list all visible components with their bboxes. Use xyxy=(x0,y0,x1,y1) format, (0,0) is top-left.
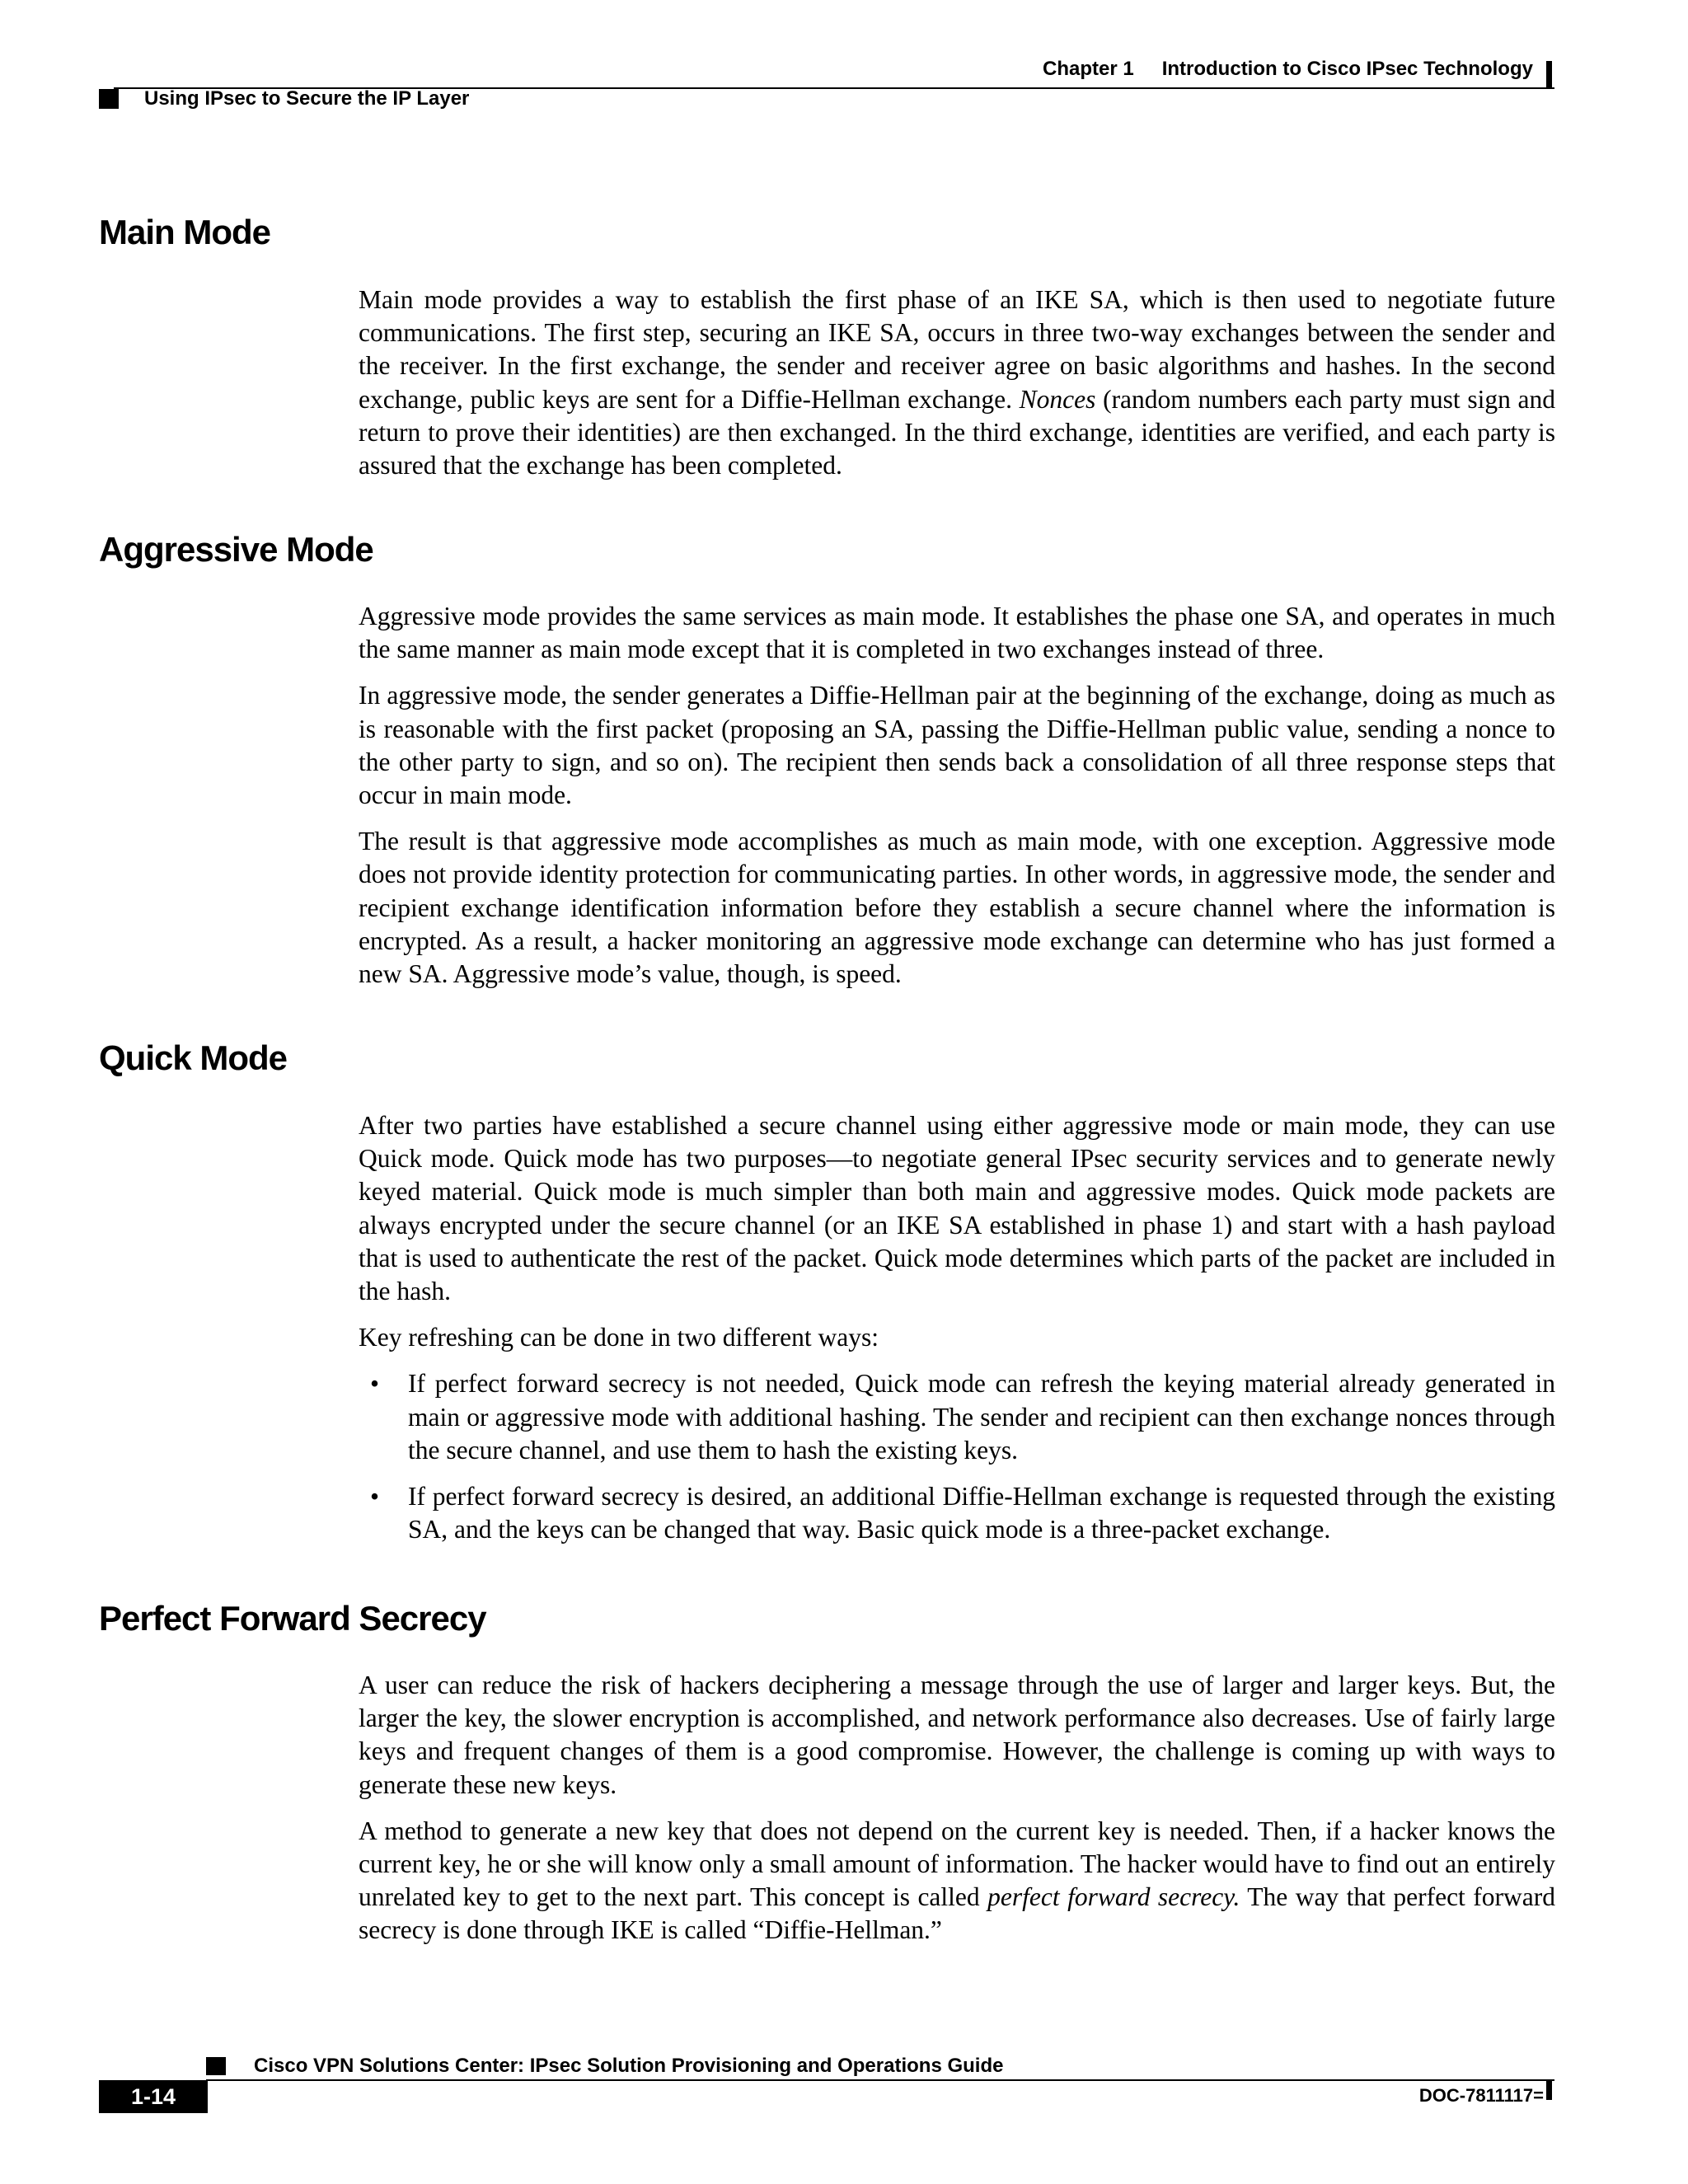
section-pfs-body xyxy=(359,1669,1555,1961)
footer-guide-title: Cisco VPN Solutions Center: IPsec Solution Provisioning and Operations Guide xyxy=(254,2055,1004,2077)
section-aggressive-mode-body xyxy=(359,600,1555,1004)
heading-main-mode: Main Mode xyxy=(99,213,270,251)
section-main-mode-body xyxy=(359,284,1555,495)
list-item: • If perfect forward secrecy is not needed, Quick mode can refresh the keying material already generated in main or aggressive mode with additional hashing. The sender and recipient can then exchange nonces through the secure channel, and use them to hash the existing keys. xyxy=(370,1369,1555,1465)
paragraph: Key refreshing can be done in two different ways: xyxy=(359,1323,879,1352)
header-margin-bar xyxy=(1546,61,1552,89)
chapter-title: Introduction to Cisco IPsec Technology xyxy=(1161,58,1533,80)
page-number: 1-14 xyxy=(99,2080,208,2113)
header-square-marker xyxy=(99,89,119,109)
heading-perfect-forward-secrecy: Perfect Forward Secrecy xyxy=(99,1599,486,1638)
term-nonces: Nonces xyxy=(1019,384,1096,414)
term-perfect-forward-secrecy: perfect forward secrecy. xyxy=(987,1882,1240,1912)
footer-square-marker xyxy=(206,2057,226,2075)
section-quick-mode-body xyxy=(359,1109,1555,1559)
doc-number: DOC-7811117= xyxy=(1418,2085,1544,2106)
paragraph: A user can reduce the risk of hackers deciphering a message through the use of larger and larger keys. But, the larger the key, the slower encryption is accomplished, and network performance also decreases. Use of fairly large keys and frequent changes of them is a good compromise. However, the challenge is coming up with ways to generate these new keys. xyxy=(359,1671,1555,1799)
heading-quick-mode: Quick Mode xyxy=(99,1038,288,1077)
paragraph: After two parties have established a secure channel using either aggressive mode or main mode, they can use Quick mode. Quick mode has two purposes—to negotiate general IPsec security services and to generate newly keyed material. Quick mode is much simpler than both main and aggressive modes. Quick mode packets are always encrypted under the secure channel (or an IKE SA established in phase 1) and start with a hash payload that is used to authenticate the rest of the packet. Quick mode determines which parts of the packet are included in the hash. xyxy=(359,1111,1555,1306)
paragraph: Main mode provides a way to establish the first phase of an IKE SA, which is then used to negotiate future communications. The first step, securing an IKE SA, occurs in three two-way exchanges between the sender and the receiver. In the first exchange, the sender and receiver agree on basic algorithms and hashes. In the second exchange, public keys are sent for a Diffie-Hellman exchange. Nonces (random numbers each party must sign and return to prove their identities) are then exchanged. In the third exchange, identities are verified, and each party is assured that the exchange has been completed. xyxy=(359,285,1555,480)
paragraph: In aggressive mode, the sender generates a Diffie-Hellman pair at the beginning of the exchange, doing as much as is reasonable with the first packet (proposing an SA, passing the Diffie-Hellman public value, sending a nonce to the other party to sign, and so on). The recipient then sends back a consolidation of all three response steps that occur in main mode. xyxy=(359,681,1555,810)
list-item: • If perfect forward secrecy is desired, an additional Diffie-Hellman exchange is requested through the existing SA, and the keys can be changed that way. Basic quick mode is a three-packet exchange. xyxy=(370,1482,1555,1544)
paragraph: A method to generate a new key that does not depend on the current key is needed. Then, if a hacker knows the current key, he or she will know only a small amount of information. The hacker would have to find out an entirely unrelated key to get to the next part. This concept is called perfect forward secrecy. The way that perfect forward secrecy is done through IKE is called “Diffie-Hellman.” xyxy=(359,1816,1555,1945)
paragraph: Aggressive mode provides the same services as main mode. It establishes the phase one SA, and operates in much the same manner as main mode except that it is completed in two exchanges instead of three. xyxy=(359,602,1555,664)
chapter-label: Chapter 1 xyxy=(1043,58,1134,80)
running-header-chapter xyxy=(1043,58,1533,81)
heading-aggressive-mode: Aggressive Mode xyxy=(99,530,373,569)
bullet-icon: • xyxy=(370,1482,380,1511)
bullet-icon: • xyxy=(370,1369,380,1399)
footer-margin-bar xyxy=(1546,2080,1552,2100)
paragraph: The result is that aggressive mode accomplishes as much as main mode, with one exception. Aggressive mode does not provide identity protection for communicating parties. In other words, in aggressive mode, the sender and recipient exchange identification information before they establish a secure channel where the information is encrypted. As a result, a hacker monitoring an aggressive mode exchange can determine who has just formed a new SA. Aggressive mode’s value, though, is speed. xyxy=(359,827,1555,989)
running-header-section: Using IPsec to Secure the IP Layer xyxy=(144,87,470,110)
bullet-list xyxy=(359,1367,1555,1546)
footer-rule xyxy=(206,2079,1554,2081)
